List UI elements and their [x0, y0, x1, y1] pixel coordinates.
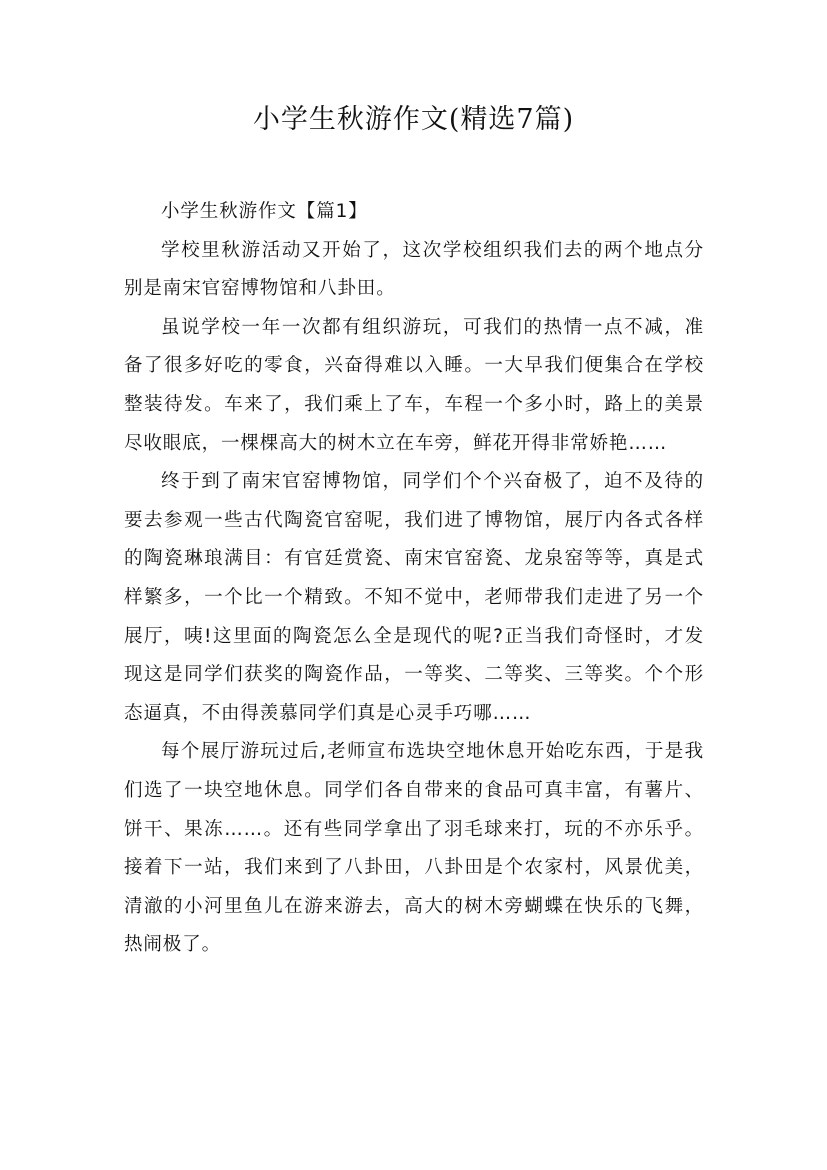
- paragraph: 每个展厅游玩过后,老师宣布选块空地休息开始吃东西，于是我们选了一块空地休息。同学们各自带来的食品可真丰富，有薯片、饼干、果冻……。还有些同学拿出了羽毛球来打，玩的不亦乐乎。接着下一站，我们来到了八卦田，八卦田是个农家村，风景优美，清澈的小河里鱼儿在游来游去，高大的树木旁蝴蝶在快乐的飞舞，热闹极了。: [124, 741, 704, 956]
- section-heading: 小学生秋游作文【篇1】: [161, 201, 368, 222]
- paragraph: 终于到了南宋官窑博物馆，同学们个个兴奋极了，迫不及待的要去参观一些古代陶瓷官窑呢，我们进了博物馆，展厅内各式各样的陶瓷琳琅满目：有官廷赏瓷、南宋官窑瓷、龙泉窑等等，真是式样繁多，一个比一个精致。不知不觉中，老师带我们走进了另一个展厅，咦!这里面的陶瓷怎么全是现代的呢?正当我们奇怪时，才发现这是同学们获奖的陶瓷作品，一等奖、二等奖、三等奖。个个形态逼真，不由得羡慕同学们真是心灵手巧哪……: [124, 471, 704, 724]
- document-body: [124, 193, 704, 965]
- document-title: 小学生秋游作文(精选7篇): [252, 104, 575, 135]
- paragraph: 虽说学校一年一次都有组织游玩，可我们的热情一点不减，准备了很多好吃的零食，兴奋得难以入睡。一大早我们便集合在学校整装待发。车来了，我们乘上了车，车程一个多小时，路上的美景尽收眼底，一棵棵高大的树木立在车旁，鲜花开得非常娇艳……: [124, 316, 704, 454]
- paragraph: 学校里秋游活动又开始了，这次学校组织我们去的两个地点分别是南宋官窑博物馆和八卦田。: [124, 239, 704, 300]
